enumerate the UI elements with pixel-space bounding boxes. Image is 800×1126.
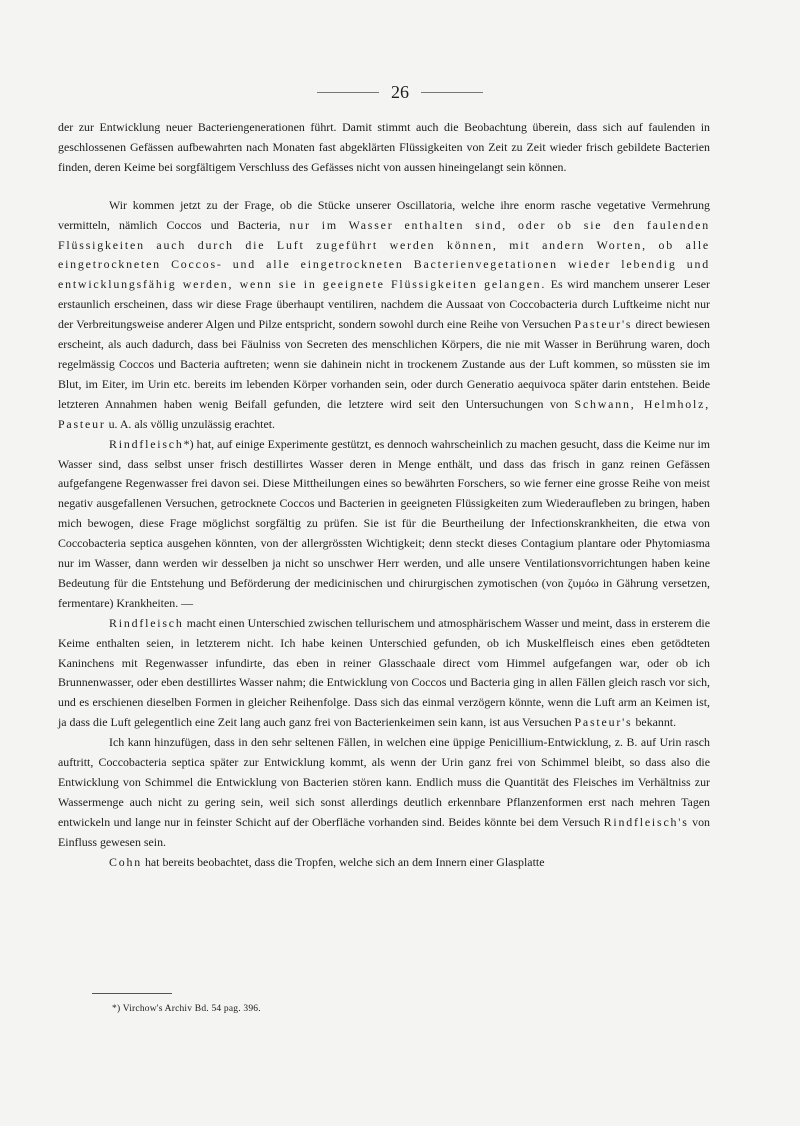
body-text (58, 118, 710, 873)
footnote-rule (92, 993, 172, 994)
text-run: Wir kommen jetzt zu der Frage, ob die Stücke unserer Oscillatoria, welche ihre enorm rasche vegetative Vermehrung vermitteln, nämlich Coccos und Bacteria, (58, 197, 710, 232)
paragraph-3 (58, 614, 710, 733)
text-run: Es wird manchem unserer Leser erstaunlich erscheinen, dass wir diese Frage überhaupt ventiliren, nachdem die Aussaat von Coccobacteria durch Luftkeime nicht nur der Verbreitungsweise anderer Algen und Pilze entspricht, sondern sowohl durch eine Reihe von Versuchen (58, 277, 710, 332)
text-run: direct bewiesen erscheint, als auch dadurch, dass bei Fäulniss von Secreten des menschlichen Körpers, die nie mit Wasser in Berührung waren, doch regelmässig Coccos und Bacteria auftreten; wenn sie dahinein nicht in trockenem Zustande aus der Luft kommen, so müssten sie im Blut, im Eiter, im Urin etc. bereits im lebenden Körper vorhanden sein, oder durch Generatio aequivoca später darin entstehen. Beide letzteren Annahmen haben wenig Beifall gefunden, die letztere wird seit den Untersuchungen von (58, 317, 710, 411)
paragraph-2 (58, 435, 710, 614)
text-run: Ich kann hinzufügen, dass in den sehr seltenen Fällen, in welchen eine üppige Penicillium-Entwicklung, z. B. auf Urin rasch auftritt, Coccobacteria septica später zur Entwicklung kommt, als wenn der Urin ganz frei von Schimmel bleibt, so dass also die Entwicklung von Schimmel die Entwicklung von Bacterien stören kann. Endlich muss die Quantität des Fleisches im Verhältniss zur Wassermenge auch nicht zu gering sein, weil sich sonst allerdings deutlich erkennbare Pflanzenformen erst nach mehren Tagen entwickeln und lange nur in feinster Schicht auf der Oberfläche vorhanden sind. Beides könnte bei dem Versuch (58, 735, 710, 829)
spaced-text: Rindfleisch (109, 615, 184, 630)
page-number: 26 (391, 82, 409, 102)
text-run: von Einfluss gewesen sein. (58, 814, 710, 849)
spaced-text: Pasteur's (574, 317, 633, 332)
text-run: macht einen Unterschied zwischen tellurischem und atmosphärischem Wasser und meint, dass in ersterem die Keime enthalten seien, in letzterem nicht. Ich habe keinen Unterschied gefunden, ob ich Muskelfleisch eines eben getödteten Kaninchens mit Regenwasser infundirte, das eben in reiner Glasschaale direct vom Himmel aufgefangen war, oder ob ich Brunnenwasser, oder eben destillirtes Wasser nahm; die Entwicklung von Coccos und Bacteria ging in allen Fällen gleich rasch vor sich, und es erschienen dieselben Formen in gleicher Reihenfolge. Dass sich das einmal verzögern könnte, wenn die Luft arm an Keimen ist, ja dass die Luft gelegentlich eine Zeit lang auch ganz frei von Bacterienkeimen sein kann, ist aus Versuchen (58, 615, 710, 730)
header-rule-right (421, 92, 483, 93)
text-run: bekannt. (632, 715, 677, 730)
footnote: *) Virchow's Archiv Bd. 54 pag. 396. (112, 1004, 261, 1014)
paragraph-1 (58, 196, 710, 435)
text-run: hat bereits beobachtet, dass die Tropfen, welche sich an dem Innern einer Glasplatte (141, 854, 545, 869)
spaced-text: Rindfleisch (109, 436, 184, 451)
text-run: u. A. als völlig unzulässig erachtet. (105, 416, 276, 431)
text-run: *) hat, auf einige Experimente gestützt, es dennoch wahrscheinlich zu machen gesucht, dass die Keime nur im Wasser sind, dass selbst unser frisch destillirtes Wasser deren in Menge enthält, und dass das frisch in ganz reinen Gefässen aufgefangene Regenwasser frei davon sei. Diese Mittheilungen eines so bewährten Forschers, so wie ferner eine grosse Reihe von meist negativ ausgefallenen Versuchen, getrocknete Coccos und Bacterien in geeigneten Flüssigkeiten zum Wiederaufleben zu bringen, haben mich bewogen, diese Frage möglichst sorgfältig zu prüfen. Sie ist für die Beurtheilung der Infectionskrankheiten, die etwa von Coccobacteria septica ausgehen könnten, von der allergrössten Wichtigkeit; denn steckt dieses Contagium plantare oder Phytomiasma nur im Wasser, dann werden wir desselben ja nicht so unschwer Herr werden, und alle unsere Ventilationsvorrichtungen haben keine Bedeutung für die Entstehung und Beförderung der medicinischen und chirurgischen zymotischen (von ζυμόω in Gährung versetzen, fermentare) Krankheiten. — (58, 436, 710, 610)
spaced-text: Pasteur's (574, 715, 633, 730)
spaced-text: Rindfleisch's (603, 814, 689, 829)
spaced-text: Schwann, Helmholz, Pasteur (58, 396, 710, 431)
paragraph-4 (58, 733, 710, 852)
text-run: der zur Entwicklung neuer Bacteriengenerationen führt. Damit stimmt auch die Beobachtung überein, dass sich auf faulenden in geschlossenen Gefässen aufbewahrten nach Monaten fast abgeklärten Flüssigkeiten von Zeit zu Zeit wieder frisch gebildete Bacterien finden, deren Keime bei sorgfältigem Verschluss des Gefässes nicht von aussen hineingelangt sein können. (58, 120, 710, 174)
spaced-text: nur im Wasser enthalten sind, oder ob sie den faulenden Flüssigkeiten auch durch die Luft zugeführt werden können, mit andern Worten, ob alle eingetrockneten Coccos- und alle eingetrockneten Bacterienvegetationen wieder lebendig und entwicklungsfähig werden, wenn sie in geeignete Flüssigkeiten gelangen. (58, 217, 710, 292)
paragraph-0 (58, 118, 710, 178)
page-header (0, 82, 800, 103)
spaced-text: Cohn (109, 854, 142, 869)
paragraph-5 (58, 853, 710, 873)
header-rule-left (317, 92, 379, 93)
